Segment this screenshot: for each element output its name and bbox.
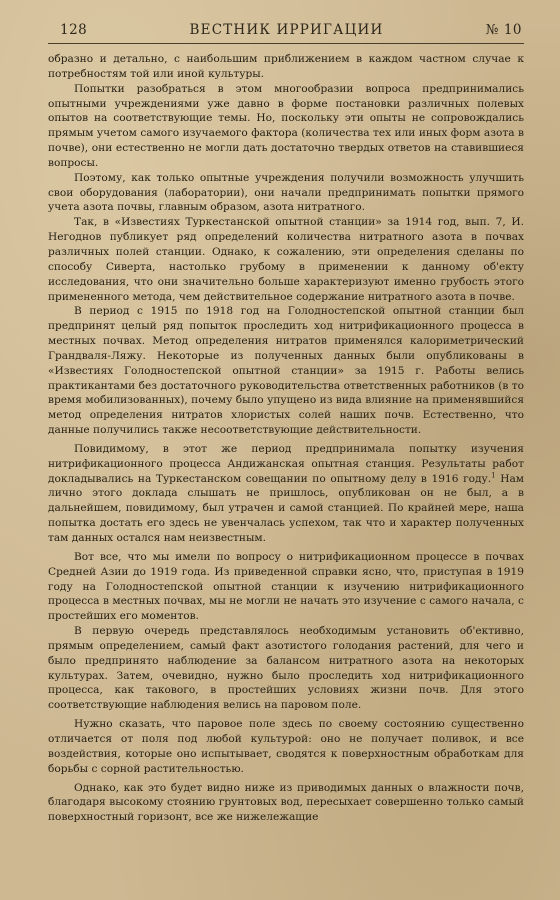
running-header (48, 14, 524, 44)
paragraph-text: Повидимому, в этот же период предпринимала попытку изучения нитрификационного процесса Андижанская опытная станция. Результаты работ докладывались на Туркестанском совещании по опытному делу в 1916 году. (48, 442, 524, 485)
paragraph: Нужно сказать, что паровое поле здесь по своему состоянию существенно отличается от поля под любой культурой: оно не получает поливок, и все воздействия, которые оно испытывает, сводятся к поверхностным обработкам для борьбы с сорной растительностью. (48, 718, 524, 775)
article-body (48, 52, 524, 825)
paragraph: образно и детально, с наибольшим приближением в каждом частном случае к потребностям той или иной культуры. (48, 53, 524, 80)
paragraph: В первую очередь представлялось необходимым установить об'ективно, прямым определением, самый факт азотистого голодания растений, для чего и было предпринято наблюдение за балансом нитратного азота на некоторых культурах. Затем, очевидно, нужно было проследить ход нитрификационного процесса, как такового, в простейших условиях жизни почв. Для этого соответствующие наблюдения велись на паровом поле. (48, 625, 524, 712)
paragraph: Попытки разобраться в этом многообразии вопроса предпринимались опытными учреждениями уже давно в форме постановки различных полевых опытов на соответствующие темы. Но, поскольку эти опыты не сопровождались прямым учетом самого изучаемого фактора (количества тех или иных форм азота в почве), они естественно не могли дать достаточно твердых ответов на ставившиеся вопросы. (48, 82, 524, 169)
document-page (48, 14, 524, 894)
page-number: 128 (60, 22, 88, 38)
issue-number: № 10 (485, 22, 522, 38)
paragraph-with-footnote (48, 442, 524, 546)
paragraph: Поэтому, как только опытные учреждения получили возможность улучшить свои оборудования (лаборатории), они начали предпринимать попытки прямого учета азота почвы, главным образом, азота нитратного. (48, 171, 524, 214)
journal-title: ВЕСТНИК ИРРИГАЦИИ (189, 22, 384, 38)
paragraph: Так, в «Известиях Туркестанской опытной станции» за 1914 год, вып. 7, И. Негоднов публикует ряд определений количества нитратного азота в почвах различных полей станции. Однако, к сожалению, эти определения сделаны по способу Сиверта, настолько грубому в применении к данному об'екту исследования, что они значительно больше характеризуют именно грубость этого примененного метода, чем действительное содержание нитратного азота в почве. (48, 216, 524, 303)
paragraph-text: Нам лично этого доклада слышать не пришлось, опубликован он не был, а в дальнейшем, повидимому, был утрачен и самой станцией. По крайней мере, наша попытка достать его здесь не увенчалась успехом, так что и характер полученных там данных остался нам неизвестным. (48, 472, 524, 544)
footnote-marker: 1 (491, 471, 496, 480)
paragraph: Вот все, что мы имели по вопросу о нитрификационном процессе в почвах Средней Азии до 1919 года. Из приведенной справки ясно, что, приступая в 1919 году на Голодностепской опытной станции к изучению нитрификационного процесса в местных почвах, мы не могли не начать это изучение с самого начала, с простейших его моментов. (48, 550, 524, 623)
paragraph: Однако, как это будет видно ниже из приводимых данных о влажности почв, благодаря высокому стоянию грунтовых вод, пересыхает совершенно только самый поверхностный горизонт, все же нижележащие (48, 781, 524, 824)
paragraph: В период с 1915 по 1918 год на Голодностепской опытной станции был предпринят целый ряд попыток проследить ход нитрификационного процесса в местных почвах. Метод определения нитратов применялся калориметрический Грандваля-Ляжу. Некоторые из полученных данных были опубликованы в «Известиях Голодностепской опытной станции» за 1915 г. Работы велись практикантами без достаточного руководительства ответственных работников (в то время мобилизованных), почему было упущено из вида влияние на применявшийся метод определения нитратов хлористых солей наших почв. Естественно, что данные получились также несоответствующие действительности. (48, 305, 524, 437)
